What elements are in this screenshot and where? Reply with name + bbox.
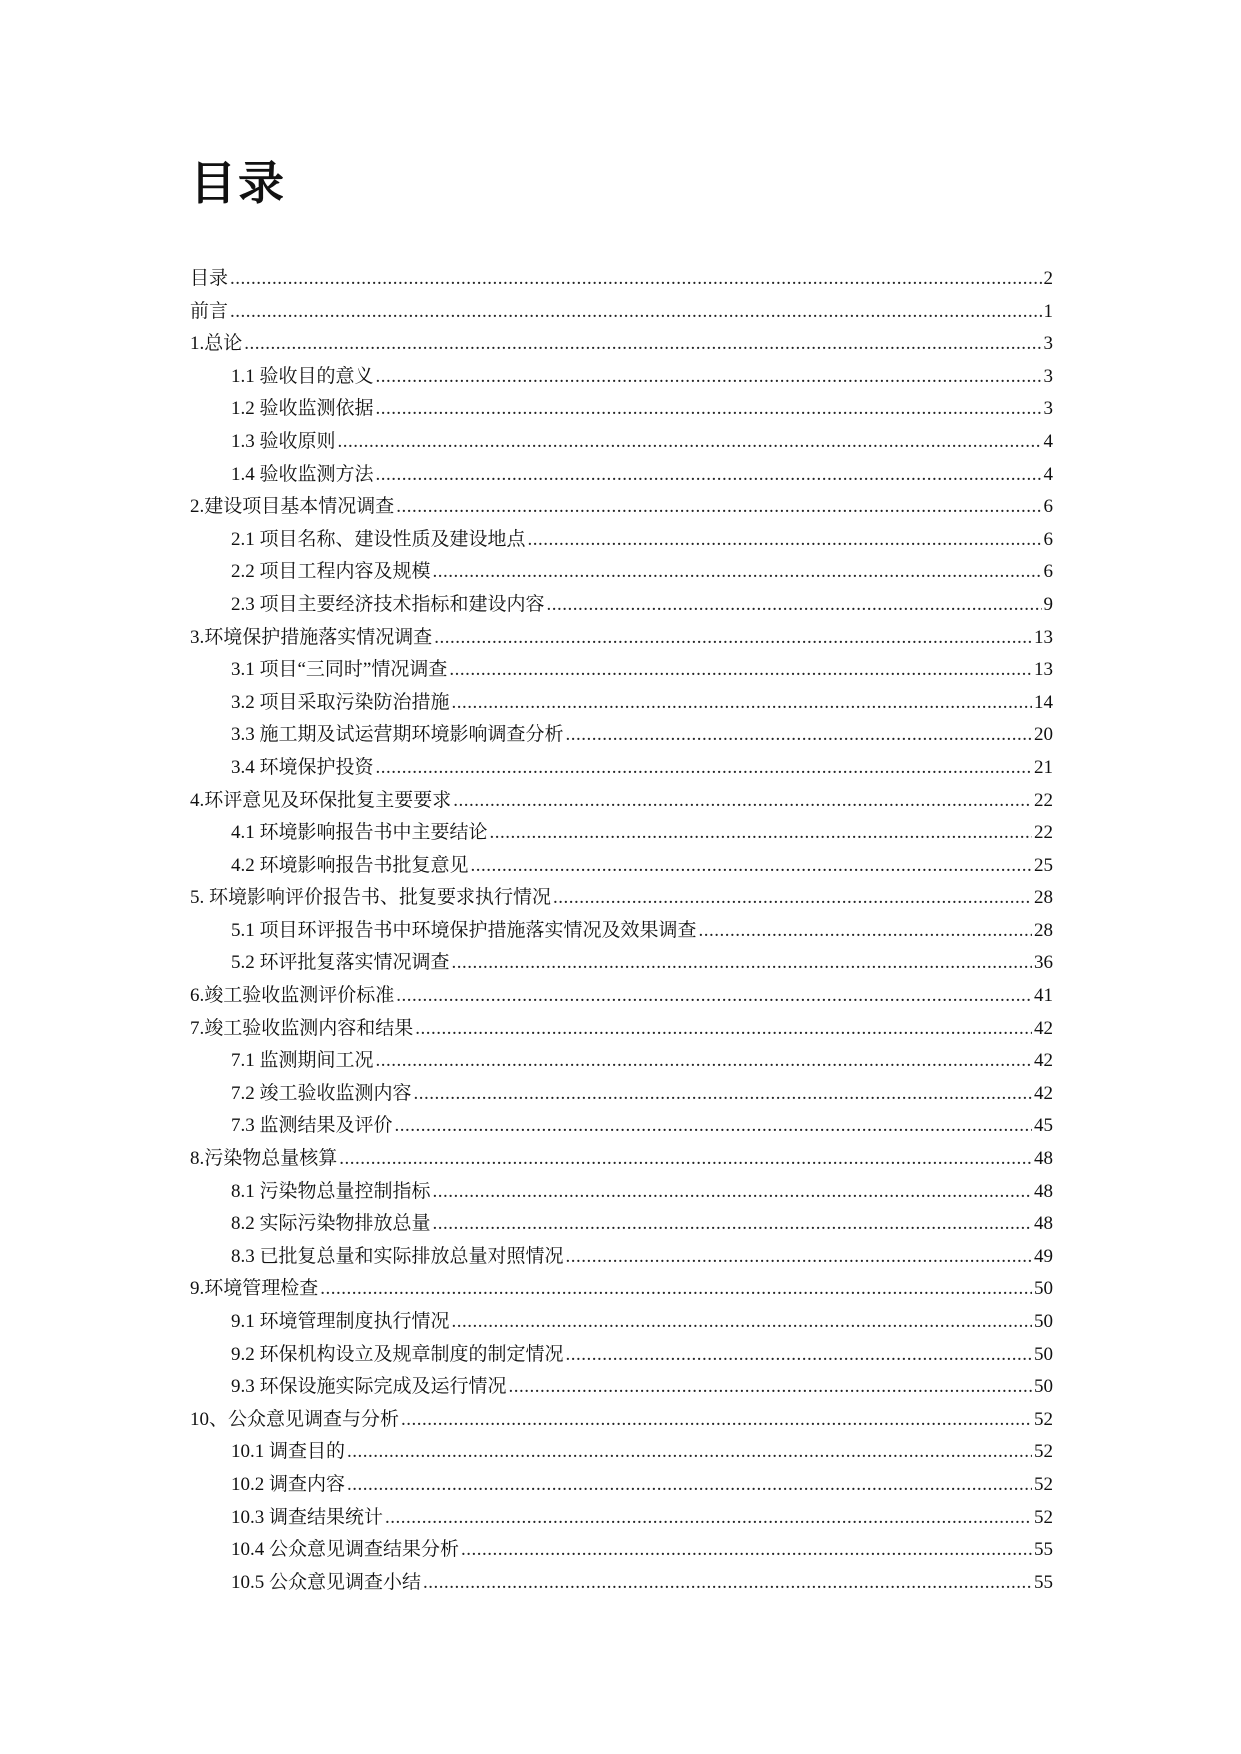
toc-dot-leader bbox=[471, 850, 1032, 883]
toc-entry-page-number: 50 bbox=[1034, 1278, 1053, 1300]
toc-entry-label: 前言 bbox=[190, 300, 229, 322]
toc-dot-leader bbox=[376, 361, 1042, 394]
toc-entry-label: 10.2 调查内容 bbox=[231, 1473, 346, 1495]
toc-dot-leader bbox=[376, 1045, 1032, 1078]
toc-entry[interactable] bbox=[190, 1567, 1053, 1600]
toc-entry-page-number: 52 bbox=[1034, 1408, 1053, 1430]
toc-dot-leader bbox=[376, 393, 1042, 426]
toc-entry-page-number: 42 bbox=[1034, 1082, 1053, 1104]
toc-dot-leader bbox=[339, 1143, 1032, 1176]
toc-entry[interactable] bbox=[190, 980, 1053, 1013]
toc-entry-page-number: 22 bbox=[1034, 822, 1053, 844]
toc-dot-leader bbox=[452, 1306, 1032, 1339]
toc-dot-leader bbox=[376, 752, 1032, 785]
toc-entry-label: 9.环境管理检查 bbox=[190, 1278, 319, 1300]
toc-entry-page-number: 52 bbox=[1034, 1441, 1053, 1463]
page-title: 目录 bbox=[190, 156, 286, 210]
toc-entry[interactable] bbox=[190, 426, 1053, 459]
toc-entry-page-number: 55 bbox=[1034, 1571, 1053, 1593]
toc-entry[interactable] bbox=[190, 882, 1053, 915]
toc-entry-label: 1.4 验收监测方法 bbox=[231, 463, 374, 485]
toc-entry[interactable] bbox=[190, 393, 1053, 426]
toc-entry-page-number: 9 bbox=[1043, 593, 1053, 615]
toc-entry-page-number: 48 bbox=[1034, 1213, 1053, 1235]
toc-entry[interactable] bbox=[190, 1176, 1053, 1209]
toc-entry-page-number: 1 bbox=[1043, 300, 1053, 322]
toc-entry-label: 7.2 竣工验收监测内容 bbox=[231, 1082, 412, 1104]
toc-entry[interactable] bbox=[190, 654, 1053, 687]
toc-dot-leader bbox=[396, 980, 1032, 1013]
toc-entry[interactable] bbox=[190, 361, 1053, 394]
toc-entry-page-number: 3 bbox=[1043, 365, 1053, 387]
toc-dot-leader bbox=[453, 785, 1032, 818]
toc-dot-leader bbox=[452, 687, 1032, 720]
toc-entry-label: 3.1 项目“三同时”情况调查 bbox=[231, 659, 448, 681]
toc-entry-page-number: 50 bbox=[1034, 1343, 1053, 1365]
toc-entry-page-number: 21 bbox=[1034, 756, 1053, 778]
toc-entry[interactable] bbox=[190, 459, 1053, 492]
toc-dot-leader bbox=[566, 719, 1032, 752]
toc-entry-label: 2.1 项目名称、建设性质及建设地点 bbox=[231, 528, 526, 550]
toc-dot-leader bbox=[528, 524, 1042, 557]
toc-dot-leader bbox=[566, 1241, 1032, 1274]
toc-entry-page-number: 48 bbox=[1034, 1148, 1053, 1170]
toc-entry-label: 4.1 环境影响报告书中主要结论 bbox=[231, 822, 488, 844]
toc-entry-page-number: 52 bbox=[1034, 1473, 1053, 1495]
toc-entry-page-number: 36 bbox=[1034, 952, 1053, 974]
toc-dot-leader bbox=[415, 1013, 1032, 1046]
toc-entry[interactable] bbox=[190, 687, 1053, 720]
toc-entry-label: 4.环评意见及环保批复主要要求 bbox=[190, 789, 452, 811]
toc-entry-page-number: 22 bbox=[1034, 789, 1053, 811]
toc-entry-label: 10.3 调查结果统计 bbox=[231, 1506, 384, 1528]
toc-dot-leader bbox=[566, 1339, 1032, 1372]
toc-entry-label: 2.3 项目主要经济技术指标和建设内容 bbox=[231, 593, 545, 615]
toc-entry[interactable] bbox=[190, 1306, 1053, 1339]
toc-entry[interactable] bbox=[190, 1371, 1053, 1404]
toc-entry-label: 3.环境保护措施落实情况调查 bbox=[190, 626, 433, 648]
toc-entry-page-number: 3 bbox=[1043, 398, 1053, 420]
toc-entry-page-number: 13 bbox=[1034, 626, 1053, 648]
toc-entry-page-number: 42 bbox=[1034, 1050, 1053, 1072]
toc-entry-page-number: 49 bbox=[1034, 1245, 1053, 1267]
toc-entry[interactable] bbox=[190, 1208, 1053, 1241]
toc-entry-page-number: 50 bbox=[1034, 1376, 1053, 1398]
toc-entry-label: 9.1 环境管理制度执行情况 bbox=[231, 1311, 450, 1332]
toc-entry-label: 8.3 已批复总量和实际排放总量对照情况 bbox=[231, 1245, 564, 1267]
toc-entry-page-number: 20 bbox=[1034, 724, 1053, 746]
toc-entry[interactable] bbox=[190, 1436, 1053, 1469]
toc-dot-leader bbox=[490, 817, 1032, 850]
toc-entry[interactable] bbox=[190, 915, 1053, 948]
toc-dot-leader bbox=[376, 459, 1042, 492]
toc-entry[interactable] bbox=[190, 1045, 1053, 1078]
toc-entry-label: 8.1 污染物总量控制指标 bbox=[231, 1180, 431, 1202]
toc-dot-leader bbox=[452, 947, 1032, 980]
toc-dot-leader bbox=[547, 589, 1042, 622]
toc-entry[interactable] bbox=[190, 752, 1053, 785]
toc-entry[interactable] bbox=[190, 850, 1053, 883]
toc-entry[interactable] bbox=[190, 817, 1053, 850]
toc-entry[interactable] bbox=[190, 296, 1053, 329]
toc-entry-label: 5.1 项目环评报告书中环境保护措施落实情况及效果调查 bbox=[231, 919, 697, 941]
toc-entry-page-number: 48 bbox=[1034, 1180, 1053, 1202]
toc-entry-page-number: 41 bbox=[1034, 985, 1053, 1007]
toc-dot-leader bbox=[553, 882, 1032, 915]
toc-entry-page-number: 25 bbox=[1034, 854, 1053, 876]
toc-entry-label: 3.2 项目采取污染防治措施 bbox=[231, 691, 450, 713]
toc-entry[interactable] bbox=[190, 947, 1053, 980]
toc-entry-label: 5.2 环评批复落实情况调查 bbox=[231, 952, 450, 974]
toc-entry-page-number: 2 bbox=[1043, 268, 1053, 289]
toc-entry-label: 1.2 验收监测依据 bbox=[231, 398, 374, 420]
toc-dot-leader bbox=[338, 426, 1042, 459]
toc-entry-page-number: 50 bbox=[1034, 1311, 1053, 1332]
toc-dot-leader bbox=[434, 622, 1032, 655]
toc-dot-leader bbox=[230, 296, 1041, 329]
toc-dot-leader bbox=[396, 491, 1041, 524]
toc-entry[interactable] bbox=[190, 589, 1053, 622]
toc-entry-label: 10.5 公众意见调查小结 bbox=[231, 1571, 422, 1593]
toc-entry[interactable] bbox=[190, 1143, 1053, 1176]
toc-dot-leader bbox=[433, 1208, 1032, 1241]
toc-entry-label: 1.1 验收目的意义 bbox=[231, 365, 374, 387]
toc-entry-label: 10.4 公众意见调查结果分析 bbox=[231, 1539, 460, 1561]
toc-dot-leader bbox=[347, 1469, 1032, 1502]
toc-entry-label: 1.总论 bbox=[190, 333, 243, 355]
toc-dot-leader bbox=[401, 1404, 1032, 1437]
toc-entry[interactable] bbox=[190, 556, 1053, 589]
toc-entry-page-number: 45 bbox=[1034, 1115, 1053, 1137]
toc-entry[interactable] bbox=[190, 328, 1053, 361]
toc-entry-label: 5. 环境影响评价报告书、批复要求执行情况 bbox=[190, 887, 552, 909]
toc-dot-leader bbox=[385, 1502, 1032, 1535]
toc-entry-page-number: 6 bbox=[1043, 561, 1053, 583]
toc-entry-label: 7.竣工验收监测内容和结果 bbox=[190, 1017, 414, 1039]
toc-entry[interactable] bbox=[190, 1469, 1053, 1502]
toc-entry[interactable] bbox=[190, 719, 1053, 752]
toc-entry[interactable] bbox=[190, 491, 1053, 524]
toc-entry-page-number: 4 bbox=[1043, 463, 1053, 485]
toc-entry-label: 2.2 项目工程内容及规模 bbox=[231, 561, 431, 583]
toc-entry-label: 10、公众意见调查与分析 bbox=[190, 1408, 400, 1430]
toc-entry[interactable] bbox=[190, 1534, 1053, 1567]
toc-dot-leader bbox=[449, 654, 1032, 687]
toc-entry-label: 2.建设项目基本情况调查 bbox=[190, 496, 395, 518]
toc-entry-page-number: 28 bbox=[1034, 887, 1053, 909]
toc-entry[interactable] bbox=[190, 1110, 1053, 1143]
toc-entry-label: 10.1 调查目的 bbox=[231, 1441, 346, 1463]
toc-dot-leader bbox=[320, 1273, 1032, 1306]
toc-entry-page-number: 6 bbox=[1043, 528, 1053, 550]
toc-entry-label: 7.3 监测结果及评价 bbox=[231, 1115, 393, 1137]
toc-entry-label: 4.2 环境影响报告书批复意见 bbox=[231, 854, 469, 876]
toc-entry-label: 9.3 环保设施实际完成及运行情况 bbox=[231, 1376, 507, 1398]
toc-entry[interactable] bbox=[190, 1404, 1053, 1437]
toc-entry-page-number: 3 bbox=[1043, 333, 1053, 355]
toc-entry[interactable] bbox=[190, 1013, 1053, 1046]
toc-entry-label: 7.1 监测期间工况 bbox=[231, 1050, 374, 1072]
toc-entry-page-number: 55 bbox=[1034, 1539, 1053, 1561]
toc-dot-leader bbox=[414, 1078, 1032, 1111]
toc-entry-page-number: 28 bbox=[1034, 919, 1053, 941]
toc-entry-page-number: 13 bbox=[1034, 659, 1053, 681]
toc-dot-leader bbox=[395, 1110, 1032, 1143]
toc-dot-leader bbox=[230, 263, 1041, 296]
toc-entry-page-number: 14 bbox=[1034, 691, 1053, 713]
toc-entry[interactable] bbox=[190, 1078, 1053, 1111]
toc-entry[interactable] bbox=[190, 1241, 1053, 1274]
toc-entry[interactable] bbox=[190, 622, 1053, 655]
toc-entry-page-number: 4 bbox=[1043, 430, 1053, 452]
toc-entry-label: 8.2 实际污染物排放总量 bbox=[231, 1213, 431, 1235]
table-of-contents bbox=[190, 263, 1053, 1599]
toc-dot-leader bbox=[433, 556, 1042, 589]
toc-entry-page-number: 6 bbox=[1043, 496, 1053, 518]
toc-dot-leader bbox=[433, 1176, 1032, 1209]
toc-dot-leader bbox=[699, 915, 1032, 948]
toc-dot-leader bbox=[423, 1567, 1032, 1600]
toc-dot-leader bbox=[509, 1371, 1032, 1404]
toc-entry-page-number: 52 bbox=[1034, 1506, 1053, 1528]
toc-entry[interactable] bbox=[190, 785, 1053, 818]
toc-entry-page-number: 42 bbox=[1034, 1017, 1053, 1039]
toc-entry-label: 3.3 施工期及试运营期环境影响调查分析 bbox=[231, 724, 564, 746]
toc-entry-label: 9.2 环保机构设立及规章制度的制定情况 bbox=[231, 1343, 564, 1365]
toc-entry[interactable] bbox=[190, 263, 1053, 296]
toc-entry[interactable] bbox=[190, 1502, 1053, 1535]
toc-entry-label: 3.4 环境保护投资 bbox=[231, 756, 374, 778]
toc-entry-label: 6.竣工验收监测评价标准 bbox=[190, 985, 395, 1007]
toc-dot-leader bbox=[347, 1436, 1032, 1469]
toc-entry[interactable] bbox=[190, 1339, 1053, 1372]
toc-entry[interactable] bbox=[190, 524, 1053, 557]
toc-entry-label: 目录 bbox=[190, 268, 229, 289]
toc-dot-leader bbox=[244, 328, 1041, 361]
toc-entry-label: 1.3 验收原则 bbox=[231, 430, 336, 452]
toc-entry-label: 8.污染物总量核算 bbox=[190, 1148, 338, 1170]
toc-entry[interactable] bbox=[190, 1273, 1053, 1306]
toc-dot-leader bbox=[461, 1534, 1032, 1567]
